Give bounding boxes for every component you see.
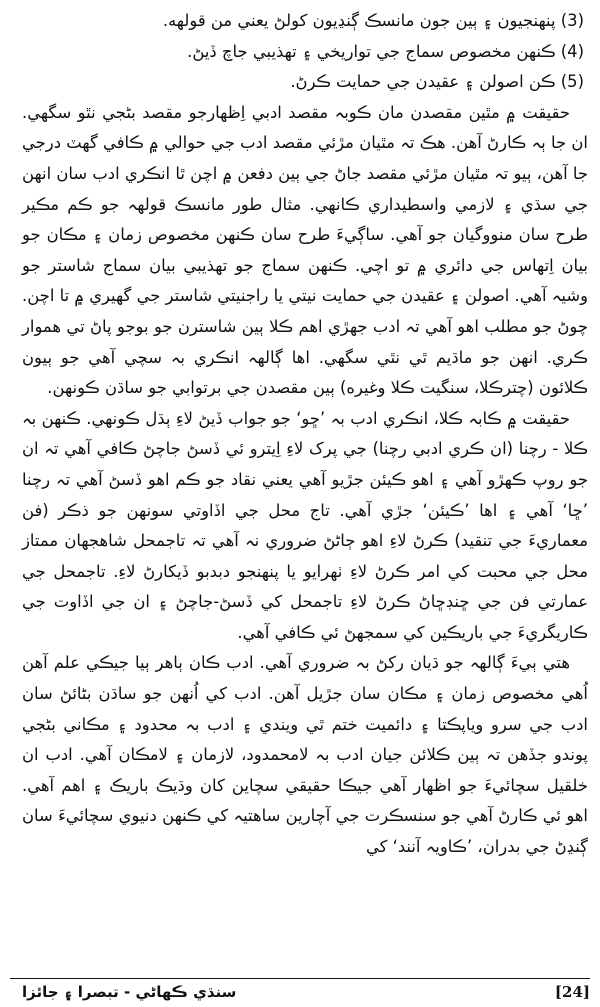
page-number: [24]	[554, 983, 590, 1001]
book-title: سنڌي ڪهاڻي - تبصرا ۽ جائزا	[22, 983, 237, 1001]
paragraph-2: حقيقت ۾ ڪابہ ڪلا، انڪري ادب بہ ’ڇو‘ جو جواب ڏيڻ لاءِ ٻڌل ڪونهي. ڪنهن بہ ڪلا - رچنا (ان ڪري ادبي رچنا) جي پرک لاءِ اِيترو ئي ڏسڻ جاچڻ ڪافي آهي تہ ان جو روپ ڪهڙو آهي ۽ اهو ڪيئن جڙيو آهي يعني نقاد جو ڪم اهو ڏسڻ آهي تہ رچنا ’ڇا‘ آهي ۽ اها ’ڪيئن‘ جڙي آهي. تاج محل جي اڏاوتي سونهن جو ذڪر (فن معماريءَ جي تنقيد) ڪرڻ لاءِ اهو ڄاڻڻ ضروري نہ آهي تہ تاجمحل شاهجهان ممتاز محل جي محبت کي امر ڪرڻ لاءِ ٺهرايو يا پنهنجو دبدبو ڏيکارڻ لاءِ. تاجمحل جي عمارتي فن جي ڇنڊڇاڻ ڪرڻ لاءِ تاجمحل کي ڏسڻ-جاچڻ ۽ ان جي اڏاوت جي ڪاريگريءَ جي باريڪين کي سمجهڻ ئي ڪافي آهي.	[22, 408, 588, 642]
list-item-4: (4) ڪنهن مخصوص سماج جي تواريخي ۽ تهذيبي جاچ ڏيڻ.	[187, 41, 584, 61]
page-body	[22, 6, 588, 863]
paragraph-1: حقيقت ۾ مٿين مقصدن مان ڪوبہ مقصد ادبي اِظهارجو مقصد بڻجي نٿو سگهي. ان جا ٻہ ڪارڻ آهن. هڪ تہ مٿيان مڙئي مقصد ادب جي حوالي ۾ ڪافي گهٽ درجي جا آهن، ٻيو تہ مٿيان مڙئي مقصد جاڻ جي ٻين دفعن ۾ اچن ٿا انڪري ادب سان انهن جي سڌي ۽ لازمي واسطيداري ڪانهي. مثال طور مانسڪ قولهہ جو ڪم مڪير طرح سان منووگيان جو آهي. ساڳيءَ طرح سان ڪنهن مخصوص زمان ۽ مڪان جو بيان اِتهاس جي دائري ۾ تو اچي. ڪنهن سماج جو تهذيبي بيان سماج شاستر جو وشيہ آهي. اصولن ۽ عقيدن جي حمايت نيتي يا راجنيتي شاستر جي گهيري ۾ تا اچن. چوڻ جو مطلب اهو آهي تہ ادب جهڙي اهم ڪلا ٻين شاسترن جو بوجو پاڻ تي هموار ڪري. انهن جو ماڌيم ٿي نٿي سگهي. اها ڳالهہ انڪري بہ سچي آهي جو ٻيون ڪلائون (چترڪلا، سنگيت ڪلا وغيره) ٻين مقصدن جي برتوابي جو ساڌن ڪونهن.	[22, 102, 588, 398]
list-item-5: (5) ڪن اصولن ۽ عقيدن جي حمايت ڪرڻ.	[290, 72, 584, 92]
paragraph-3: هتي ٻيءَ ڳالهہ جو ڌيان رکڻ بہ ضروري آهي. ادب ڪان ٻاهر ٻيا جيڪي علم آهن اُهي مخصوص زمان ۽ مڪان سان جڙيل آهن. ادب کي اُنهن جو ساڌن بڻائڻ سان ادب جي سرو وياپڪتا ۽ دائميت ختم ٿي ويندي ۽ ادب بہ محدود ۽ مڪاني بڻجي پوندو جڏهن تہ ٻين ڪلائن جيان ادب بہ لامحمدود، لازمان ۽ لامڪان آهي. ادب ان خلقيل سچائيءَ جو اظهار آهي جيڪا حقيقي سچاين کان وڌيڪ باريڪ ۽ اهم آهي. اهو ئي ڪارڻ آهي جو سنسڪرت جي آچارين ساهتيہ کي ڪنهن دنيوي سچائيءَ سان ڳنڍڻ جي بدران، ’ڪاويہ آنند‘ کي	[22, 653, 588, 857]
page-footer	[10, 978, 590, 1005]
list-item-3: (3) پنھنجيون ۽ ٻين جون مانسڪ ڳنڍيون کولڻ يعني من قولهه.	[162, 11, 584, 30]
